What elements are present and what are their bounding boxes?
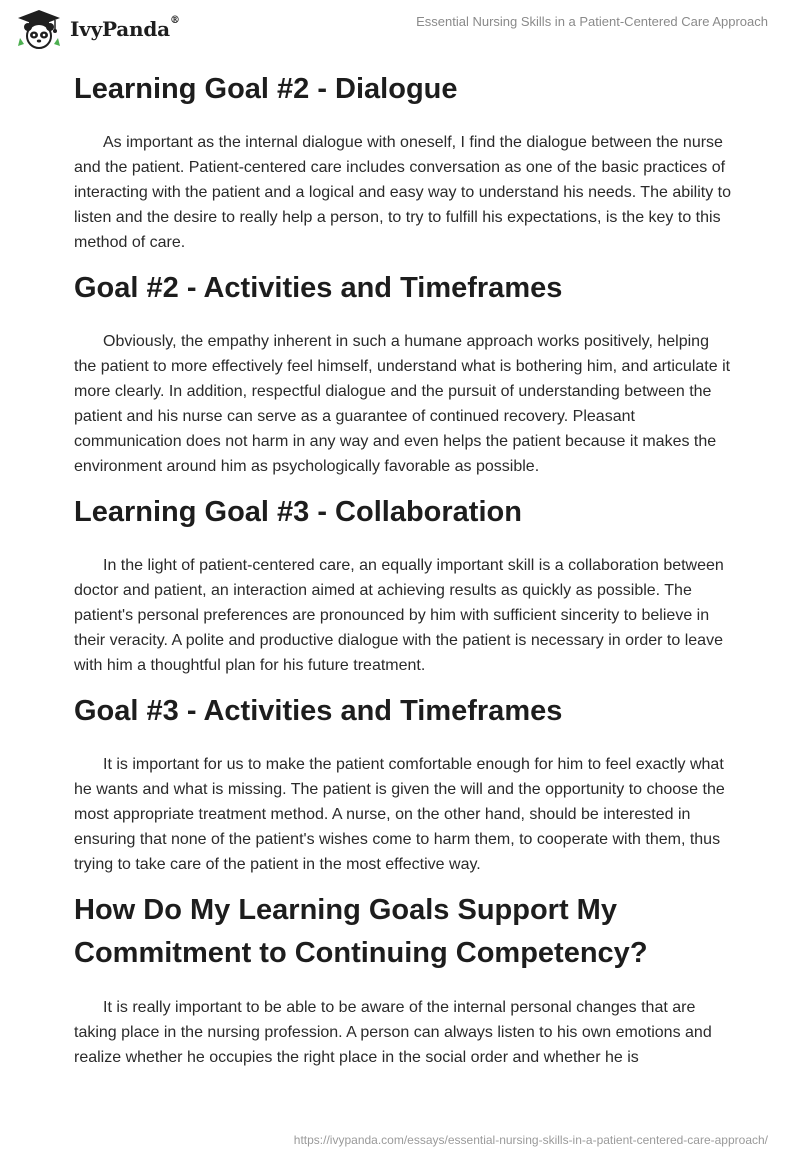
section-paragraph: It is important for us to make the patient comfortable enough for him to feel exactly what he wants and what is missing. The patient is given the will and the opportunity to choose the most appropriate treatment method. A nurse, on the other hand, should be interested in ensuring that none of the patient's wishes come to harm them, to cooperate with them, thus trying to take care of the patient in the most effective way. [74, 756, 725, 873]
brand-name: IvyPanda® [70, 15, 180, 41]
essay-content [74, 68, 734, 1070]
ivypanda-logo[interactable] [14, 8, 180, 50]
section-heading: Goal #2 - Activities and Timeframes [74, 272, 563, 304]
section-paragraph: As important as the internal dialogue with oneself, I find the dialogue between the nurse and the patient. Patient-centered care includes conversation as one of the basic practices of interacting with the patient and a logical and easy way to understand his needs. The ability to listen and the desire to really help a person, to try to fulfill his expectations, is the key to this method of care. [74, 134, 732, 251]
section-collaboration [74, 491, 734, 678]
section-heading: Goal #3 - Activities and Timeframes [74, 695, 563, 727]
section-heading: Learning Goal #3 - Collaboration [74, 496, 522, 528]
document-title: Essential Nursing Skills in a Patient-Centered Care Approach [416, 14, 768, 29]
section-competency [74, 889, 734, 1070]
panda-graduate-icon [14, 8, 64, 50]
section-dialogue [74, 68, 734, 255]
section-paragraph: It is really important to be able to be aware of the internal personal changes that are taking place in the nursing profession. A person can always listen to his own emotions and realize whether he occupies the right place in the social order and whether he is [74, 999, 712, 1066]
source-url[interactable]: https://ivypanda.com/essays/essential-nursing-skills-in-a-patient-centered-care-approach/ [293, 1133, 768, 1147]
section-goal2-activities [74, 267, 734, 479]
section-paragraph: In the light of patient-centered care, an equally important skill is a collaboration between doctor and patient, an interaction aimed at achieving results as quickly as possible. The patient's personal preferences are pronounced by him with sufficient sincerity to believe in their veracity. A polite and productive dialogue with the patient is necessary in order to leave with him a thoughtful plan for his future treatment. [74, 557, 724, 674]
section-goal3-activities [74, 690, 734, 877]
section-heading: Learning Goal #2 - Dialogue [74, 73, 458, 105]
section-heading: How Do My Learning Goals Support My Commitment to Continuing Competency? [74, 894, 648, 969]
section-paragraph: Obviously, the empathy inherent in such a humane approach works positively, helping the patient to more effectively feel himself, understand what is bothering him, and articulate it more clearly. In addition, respectful dialogue and the pursuit of understanding between the patient and his nurse can serve as a guarantee of continued recovery. Pleasant communication does not harm in any way and even helps the patient because it makes the environment around him as psychologically favorable as possible. [74, 333, 731, 475]
page-header [0, 0, 800, 60]
